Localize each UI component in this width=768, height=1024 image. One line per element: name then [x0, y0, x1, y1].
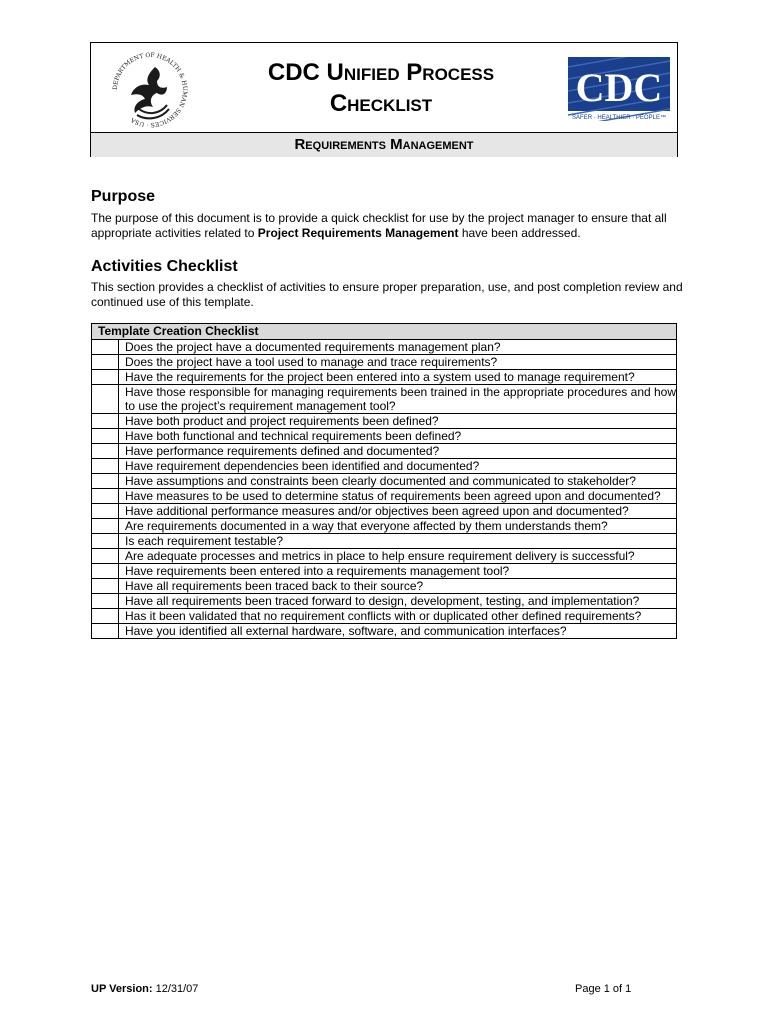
- checklist-item-text: Have both functional and technical requirements been defined?: [119, 429, 677, 444]
- checklist-row: [92, 489, 677, 504]
- checklist-checkbox[interactable]: [92, 564, 119, 579]
- checklist-row: [92, 385, 677, 414]
- checklist-row: [92, 444, 677, 459]
- checklist-checkbox[interactable]: [92, 594, 119, 609]
- checklist-row: [92, 414, 677, 429]
- checklist-item-text: Have requirements been entered into a requirements management tool?: [119, 564, 677, 579]
- checklist-item-text: Have requirement dependencies been identified and documented?: [119, 459, 677, 474]
- svg-text:CDC: CDC: [575, 65, 663, 110]
- checklist-checkbox[interactable]: [92, 489, 119, 504]
- checklist-checkbox[interactable]: [92, 414, 119, 429]
- checklist-item-text: Have both product and project requirements been defined?: [119, 414, 677, 429]
- checklist-row: [92, 370, 677, 385]
- document-title: [221, 57, 541, 119]
- checklist-row: [92, 609, 677, 624]
- checklist-row: [92, 594, 677, 609]
- footer-page-number: Page 1 of 1: [575, 983, 632, 995]
- checklist-item-text: Is each requirement testable?: [119, 534, 677, 549]
- checklist-table: [91, 323, 677, 639]
- checklist-item-text: Has it been validated that no requirement conflicts with or duplicated other defined requirements?: [119, 609, 677, 624]
- svg-text:DEPARTMENT OF HEALTH & HUMAN S: DEPARTMENT OF HEALTH & HUMAN SERVICES · USA: [111, 51, 189, 129]
- checklist-row: [92, 429, 677, 444]
- title-line-2: Checklist: [329, 90, 433, 117]
- checklist-checkbox[interactable]: [92, 474, 119, 489]
- checklist-checkbox[interactable]: [92, 340, 119, 355]
- footer-version: UP Version: 12/31/07: [91, 983, 199, 995]
- checklist-checkbox[interactable]: [92, 609, 119, 624]
- checklist-row: [92, 355, 677, 370]
- purpose-heading: Purpose: [91, 188, 156, 205]
- checklist-row: [92, 519, 677, 534]
- checklist-checkbox[interactable]: [92, 370, 119, 385]
- checklist-item-text: Have assumptions and constraints been clearly documented and communicated to stakeholder?: [119, 474, 677, 489]
- document-header: [90, 42, 678, 157]
- checklist-item-text: Are adequate processes and metrics in place to help ensure requirement delivery is successful?: [119, 549, 677, 564]
- title-line-1: CDC Unified Process: [267, 59, 495, 86]
- activities-text: This section provides a checklist of activities to ensure proper preparation, use, and post completion review and continued use of this template.: [91, 280, 683, 309]
- checklist-item-text: Have the requirements for the project been entered into a system used to manage requirement?: [119, 370, 677, 385]
- cdc-logo-icon: [568, 57, 670, 121]
- checklist-row: [92, 504, 677, 519]
- checklist-row: [92, 340, 677, 355]
- checklist-checkbox[interactable]: [92, 579, 119, 594]
- checklist-item-text: Does the project have a tool used to manage and trace requirements?: [119, 355, 677, 370]
- checklist-item-text: Have you identified all external hardware, software, and communication interfaces?: [119, 624, 677, 639]
- checklist-checkbox[interactable]: [92, 534, 119, 549]
- checklist-item-text: Have additional performance measures and/or objectives been agreed upon and documented?: [119, 504, 677, 519]
- svg-text:SAFER · HEALTHIER · PEOPLE™: SAFER · HEALTHIER · PEOPLE™: [572, 115, 666, 121]
- checklist-row: [92, 534, 677, 549]
- checklist-checkbox[interactable]: [92, 429, 119, 444]
- checklist-row: [92, 549, 677, 564]
- checklist-row: [92, 624, 677, 639]
- activities-heading: Activities Checklist: [91, 258, 238, 275]
- checklist-checkbox[interactable]: [92, 459, 119, 474]
- checklist-row: [92, 564, 677, 579]
- checklist-item-text: Have all requirements been traced back to their source?: [119, 579, 677, 594]
- checklist-row: [92, 459, 677, 474]
- checklist-item-text: Does the project have a documented requirements management plan?: [119, 340, 677, 355]
- checklist-item-text: Have measures to be used to determine status of requirements been agreed upon and documented?: [119, 489, 677, 504]
- checklist-item-text: Have all requirements been traced forward to design, development, testing, and implementation?: [119, 594, 677, 609]
- checklist-checkbox[interactable]: [92, 355, 119, 370]
- hhs-seal-icon: [109, 49, 191, 131]
- checklist-checkbox[interactable]: [92, 549, 119, 564]
- checklist-checkbox[interactable]: [92, 519, 119, 534]
- checklist-item-text: Are requirements documented in a way that everyone affected by them understands them?: [119, 519, 677, 534]
- purpose-text: The purpose of this document is to provide a quick checklist for use by the project manager to ensure that all appropriate activities related to Project Requirements Management have been addressed.: [91, 211, 667, 240]
- document-subtitle: Requirements Management: [91, 132, 677, 157]
- checklist-checkbox[interactable]: [92, 385, 119, 414]
- checklist-row: [92, 579, 677, 594]
- checklist-row: [92, 474, 677, 489]
- checklist-item-text: Have those responsible for managing requirements been trained in the appropriate procedures and how to use the project’s requirement management tool?: [119, 385, 677, 414]
- checklist-checkbox[interactable]: [92, 504, 119, 519]
- checklist-item-text: Have performance requirements defined and documented?: [119, 444, 677, 459]
- checklist-checkbox[interactable]: [92, 444, 119, 459]
- checklist-header: Template Creation Checklist: [92, 324, 677, 340]
- checklist-checkbox[interactable]: [92, 624, 119, 639]
